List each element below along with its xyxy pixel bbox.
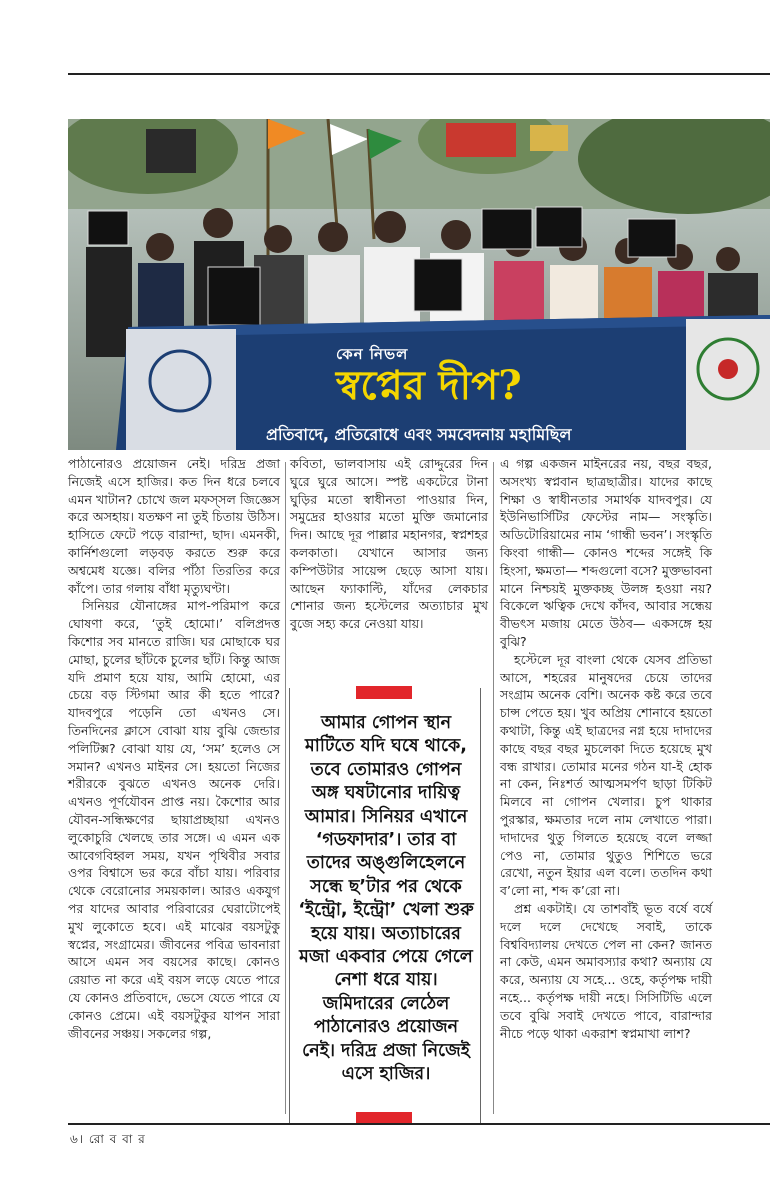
column-divider-1	[285, 462, 286, 1114]
pull-quote: আমার গোপন স্থান মাটিতে যদি ঘষে থাকে, তবে তোমারও গোপন অঙ্গ ঘষটানোর দায়িত্ব আমার। সিনিয়র এখানে ‘গডফাদার’। তার বা তাদের অঙ্গুলিহেলনে সন্ধে ছ’টার পর থেকে ‘ইন্ট্রো, ইন্ট্রো’ খেলা শুরু হয়ে যায়। অত্যাচারের মজা একবার পেয়ে গেলে নেশা ধরে যায়। জমিদারের লেঠেল পাঠানোরও প্রয়োজন নেই। দরিদ্র প্রজা নিজেই এসে হাজির।	[298, 713, 474, 1085]
column-3-paragraph-3: প্রশ্ন একটাই। যে তাশবাঁই ভূত বর্ষে বর্ষে দলে দলে দেখেছে সবাই, তাকে বিশ্ববিদ্যালয় দেখতে পেল না কেন? জানত না কেউ, এমন অমাবস্যার কথা? অন্যায় যে করে, অন্যায় যে সহে... ওহে, কর্তৃপক্ষ দায়ী নহে... কর্তৃপক্ষ দায়ী নহে। সিসিটিভি এলে তবে বুঝি সবাই দেখতে পাবে, বারান্দার নীচে পড়ে থাকা একরাশ স্বপ্নমাখা লাশ?	[500, 900, 712, 1041]
pull-quote-top-bar	[356, 686, 412, 699]
page-folio: ৬। রো ব বা র	[70, 1132, 146, 1146]
column-3-paragraph-1: এ গল্প একজন মাইনরের নয়, বছর বছর, অসংখ্য স্বপ্নবান ছাত্রছাত্রীর। যাদের কাছে শিক্ষা ও স্বাধীনতার সমার্থক যাদবপুর। যে ইউনিভার্সিটির ফেস্টের নাম— সংস্কৃতি। অডিটোরিয়ামের নাম ‘গান্ধী ভবন’। সংস্কৃতি কিংবা গান্ধী— কোনও শব্দের সঙ্গেই কি হিংসা, ক্ষমতা— শব্দগুলো বসে? মুক্তভাবনা মানে নিশ্চয়ই মুক্তকচ্ছ উলঙ্গ হওয়া নয়? বিকেলে ঋত্বিক দেখে কাঁদব, আবার সন্ধেয় বীভৎস মজায় মেতে উঠব— একসঙ্গে হয় বুঝি?	[500, 456, 713, 649]
article-column-2	[290, 455, 488, 633]
protest-photo	[68, 119, 770, 450]
article-column-1	[68, 455, 280, 1042]
column-1-paragraph-1: পাঠানোরও প্রয়োজন নেই। দরিদ্র প্রজা নিজেই এসে হাজির। কত দিন ধরে চলবে এমন খাটান? চোখে জল মফস্সল জিজ্ঞেস করে অসহায়। যতক্ষণ না তুই চিতায় উঠিস। হাসিতে ফেটে পড়ে বারান্দা, ছাদ। এমনকী, কার্নিশগুলো লড়বড় করতে শুরু করে অশ্বমেধ যজ্ঞে। বলির পাঁঠা তিরতির করে কাঁপে। তার গলায় বাঁধা মৃত্যুঘণ্টা।	[68, 456, 280, 596]
column-1-paragraph-2: সিনিয়র যৌনাঙ্গের মাপ-পরিমাপ করে ঘোষণা করে, ‘তুই হোমো।’ বলিপ্রদত্ত কিশোর সব মানতে রাজি। ঘর মোছাকে ঘর মোছা, চুলের ছাঁটকে চুলের ছাঁট। কিন্তু আজ যদি প্রমাণ হয়ে যায়, আমি হোমো, এর চেয়ে বড় স্টিগমা আর কী হতে পারে? যাদবপুরে পড়েনি তো এখনও সে। তিনদিনের ক্লাসে বোঝা যায় বুঝি জেন্ডার পলিটিক্স? বোঝা যায় যে, ‘সম’ হলেও সে সমান? এখনও মাইনর সে। হয়তো নিজের শরীরকে বুঝতে এখনও অনেক দেরি। এখনও পূর্ণযৌবন প্রাপ্ত নয়। কৈশোর আর যৌবন-সন্ধিক্ষণের ছায়াপ্রচ্ছায়া এখনও লুকোচুরি খেলছে তার সঙ্গে। এ এমন এক আবেগবিহ্বল সময়, যখন পৃথিবীর সবার ওপর বিশ্বাসে ভর করে বাঁচা যায়। পরিবার থেকে বেরোনোর সময়কাল। আরও একযুগ পর যাদের আবার পরিবারের ঘেরাটোপেই মুখ লুকোতে হবে। এই মাঝের বয়সটুকু স্বপ্নের, সংগ্রামের। জীবনের পবিত্র ভাবনারা আসে এমন সব বয়সের কাছে। কোনও রেয়াত না করে এই বয়স লড়ে যেতে পারে যে কোনও প্রতিবাদে, ভেসে যেতে পারে যে কোনও প্রেমে। এই বয়সটুকুর যাপন সারা জীবনের সঞ্চয়। সকলের গল্প,	[68, 598, 280, 1041]
banner-line-3: প্রতিবাদে, প্রতিরোধে এবং সমবেদনায় মহামিছিল	[266, 425, 572, 444]
article-column-3	[500, 455, 712, 1042]
column-divider-2	[493, 462, 494, 1114]
column-3-paragraph-2: হস্টেলে দূর বাংলা থেকে যেসব প্রতিভা আসে, শহরের মানুষদের চেয়ে তাদের সংগ্রাম অনেক বেশি। অনেক কষ্ট করে তবে চান্স পেতে হয়। খুব অপ্রিয় শোনাবে হয়তো কথাটা, কিন্তু এই ছাত্রদের নগ্ন হয়ে দাদাদের কাছে বছর বছর মুচলেকা দিতে হয়েছে মুখ বন্ধ রাখার। তোমার মনের গঠন যা-ই হোক না কেন, নিঃশর্ত আত্মসমর্পণ ছাড়া টিকিট মিলবে না গোপন খেলার। চুপ থাকার পুরস্কার, ক্ষমতার দলে নাম লেখাতে পারা। দাদাদের থুতু গিলতে হয়েছে বলে লজ্জা পেও না, তোমার থুতুও শিশিতে ভরে রেখো, নতুন ইয়ার এল বলে। ততদিন কথা ব’লো না, শব্দ ক’রো না।	[500, 651, 712, 899]
banner-line-1: কেন নিভল	[336, 345, 409, 363]
top-rule	[68, 73, 770, 75]
column-2-paragraph-1: কবিতা, ভালবাসায় এই রোদ্দুরের দিন ঘুরে ঘুরে আসে। স্পষ্ট একটেরে টানা ঘুড়ির মতো স্বাধীনতা পাওয়ার দিন, সমুদ্রের হাওয়ার মতো মুক্তি জমানোর দিন। আছে দূর পাল্লার মহানগর, স্বপ্নশহর কলকাতা। যেখানে আসার জন্য কম্পিউটার সায়েন্স ছেড়ে আসা যায়। আছেন ফ্যাকাল্টি, যাঁদের লেকচার শোনার জন্য হস্টেলের অত্যাচার মুখ বুজে সহ্য করে নেওয়া যায়।	[290, 456, 488, 632]
banner-headline: স্বপ্নের দীপ?	[336, 362, 522, 409]
footer-rule	[68, 1123, 770, 1125]
